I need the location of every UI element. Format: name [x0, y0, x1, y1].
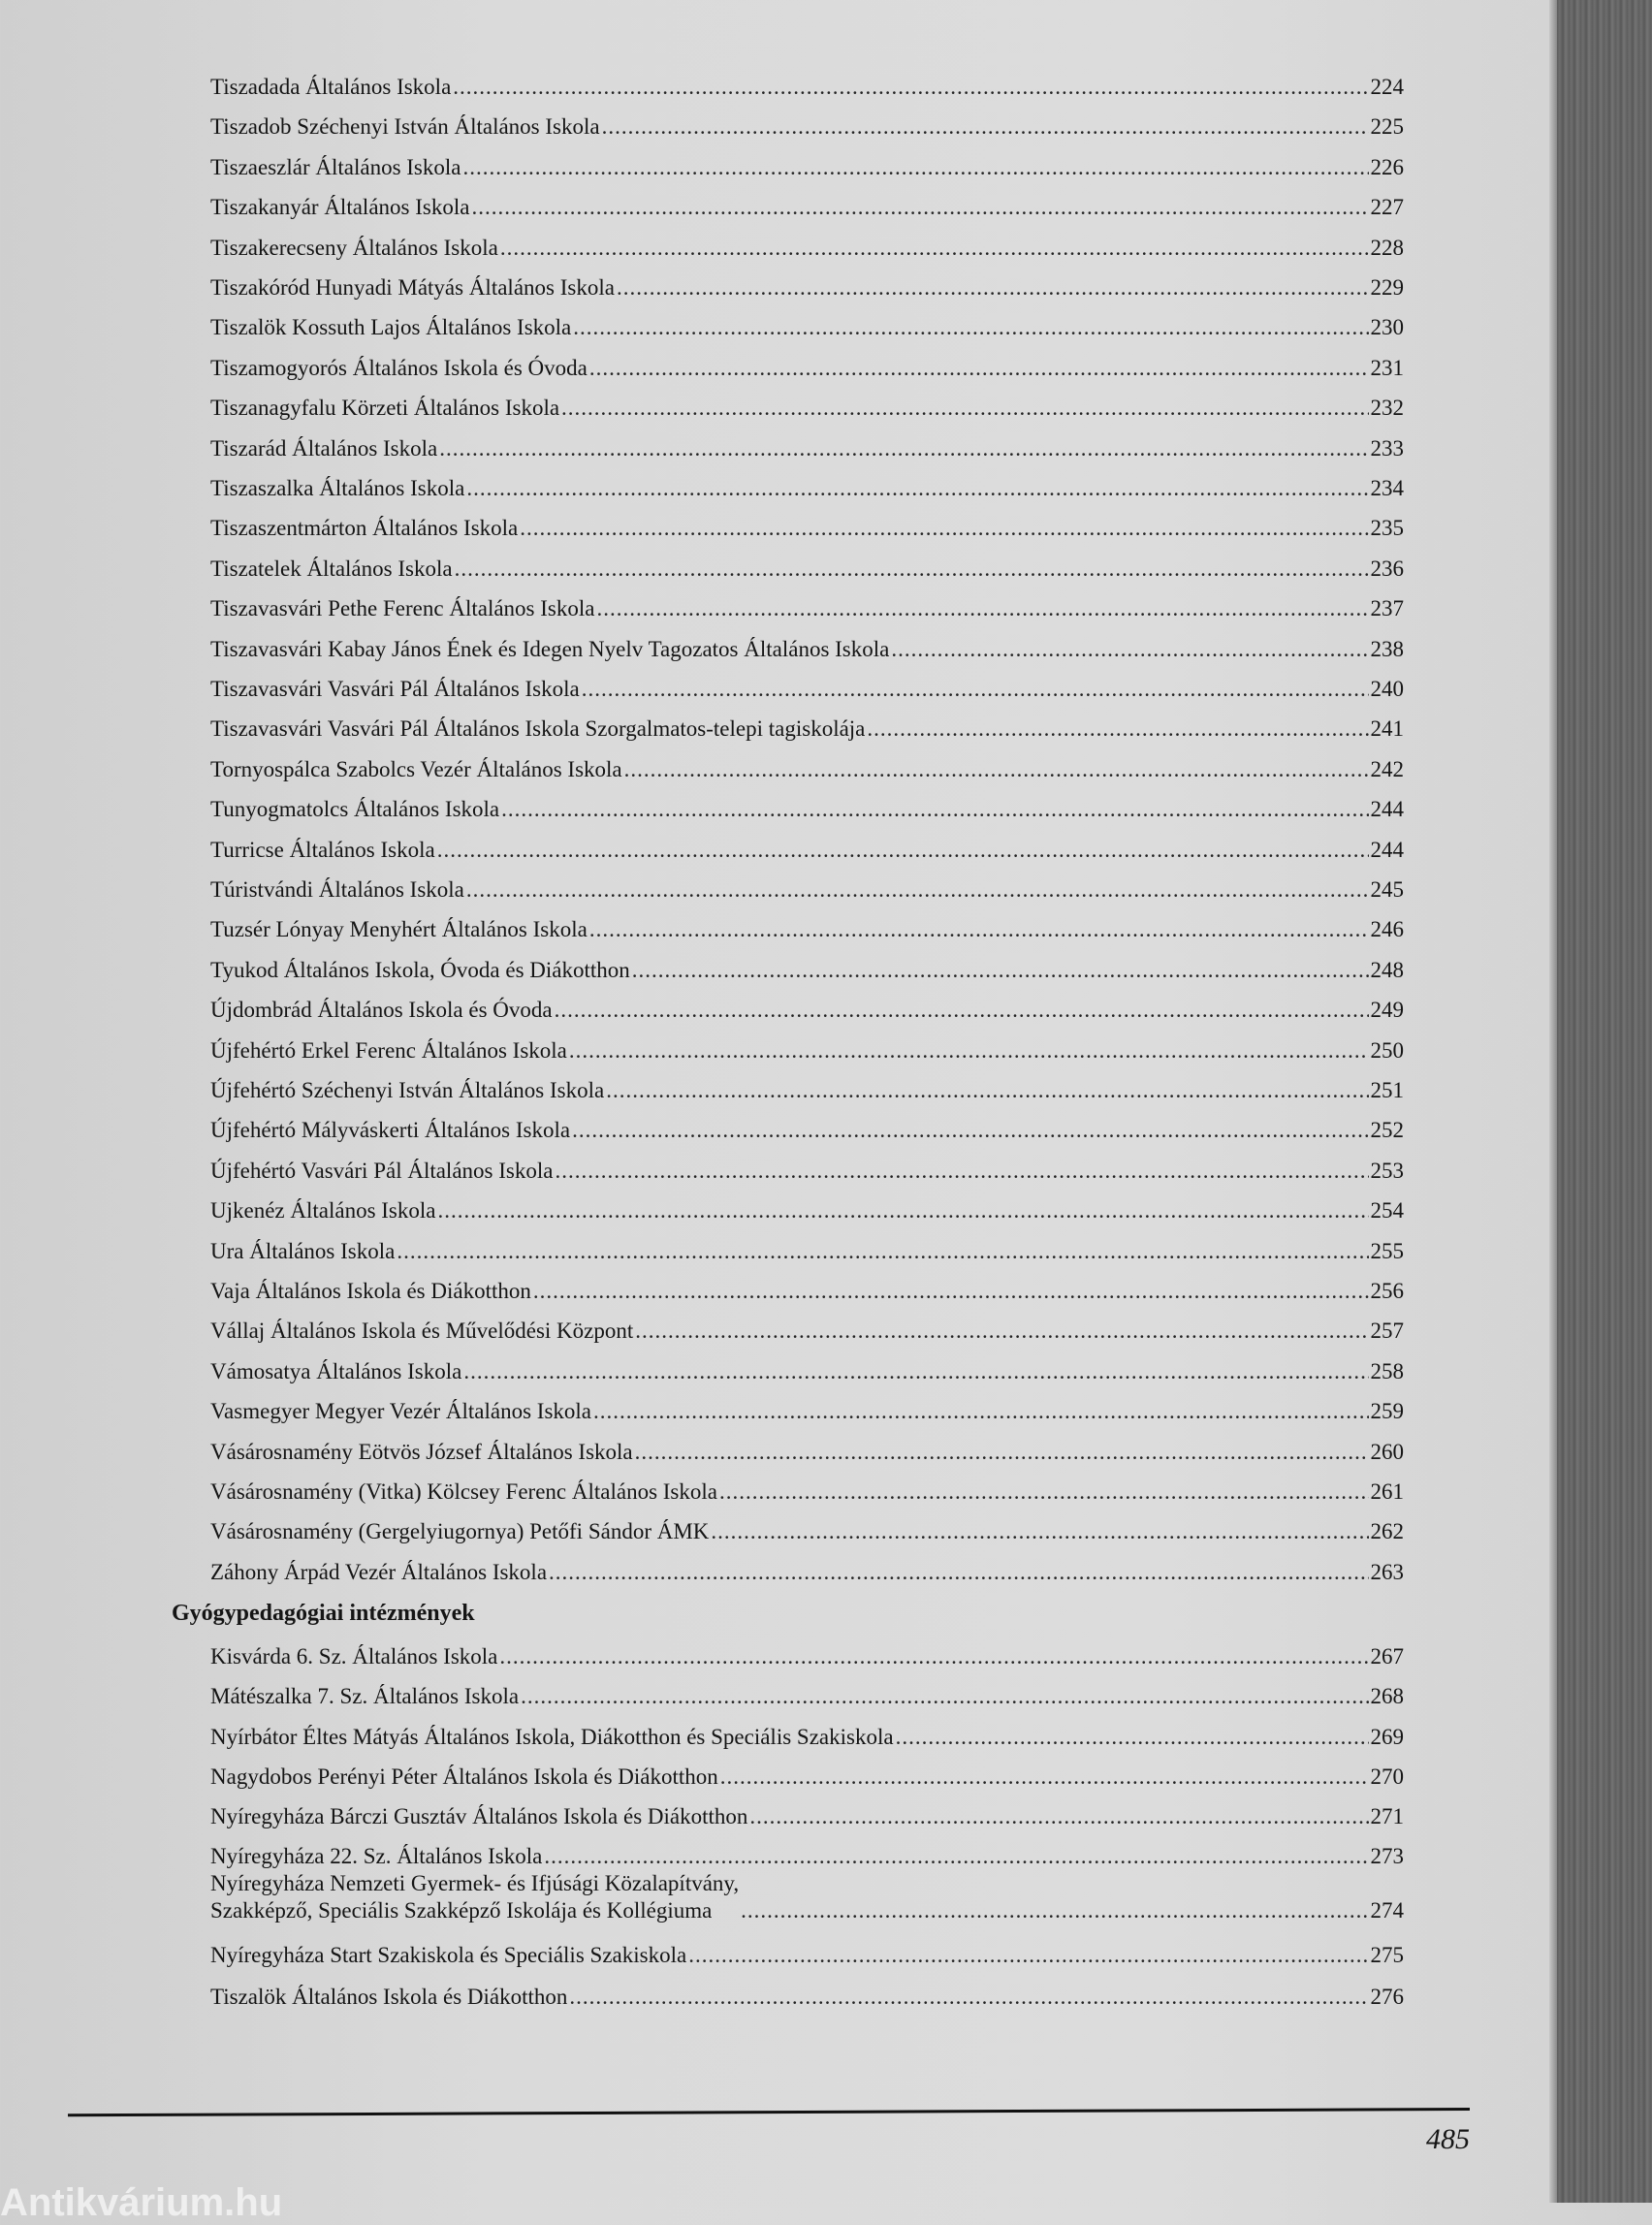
dot-leader: [632, 957, 1369, 984]
toc-entry-page: 225: [1370, 114, 1404, 140]
dot-leader: [891, 636, 1368, 663]
toc-entry: [210, 1514, 1404, 1545]
toc-entry-title: Tiszalök Kossuth Lajos Általános Iskola: [210, 315, 572, 340]
dot-leader: [896, 1724, 1369, 1751]
dot-leader: [520, 515, 1368, 542]
toc-entry-page: 240: [1370, 677, 1404, 701]
toc-entry-title: Mátészalka 7. Sz. Általános Iskola: [210, 1684, 520, 1708]
toc-entry-title: Vásárosnamény Eötvös József Általános Iskola: [210, 1439, 633, 1464]
toc-entry: [210, 391, 1404, 422]
toc-entry-title: Tiszaszentmárton Általános Iskola: [210, 516, 519, 541]
toc-entry: [210, 231, 1404, 262]
toc-entry-title: Nyíregyháza Start Szakiskola és Speciális Szakiskola: [210, 1943, 687, 1967]
footer-rule: [68, 2108, 1470, 2116]
dot-leader: [573, 314, 1368, 341]
dot-leader: [593, 1398, 1369, 1425]
toc-entry-title: Tiszamogyorós Általános Iskola és Óvoda: [210, 355, 588, 380]
toc-entry: [210, 1435, 1404, 1466]
toc-entry: [210, 190, 1404, 221]
toc-entry-page: 254: [1370, 1198, 1404, 1224]
toc-entry-title: Ujkenéz Általános Iskola: [210, 1198, 436, 1224]
toc-entry: [210, 310, 1404, 341]
toc-entry-page: 233: [1370, 435, 1404, 461]
toc-entry-title: Nagydobos Perényi Péter Általános Iskola és Diákotthon: [210, 1764, 718, 1789]
toc-entry-page: 259: [1370, 1399, 1404, 1424]
toc-entry-title: Tiszaeszlár Általános Iskola: [210, 154, 461, 179]
dot-leader: [466, 475, 1368, 502]
toc-entry-title: Újfehértó Vasvári Pál Általános Iskola: [210, 1158, 554, 1183]
toc-entry-page: 248: [1370, 957, 1404, 982]
toc-entry-page: 226: [1370, 154, 1404, 179]
toc-entry-title: Tyukod Általános Iskola, Óvoda és Diákotthon: [210, 957, 630, 982]
toc-entry-page: 236: [1370, 556, 1404, 581]
toc-entry: [210, 792, 1404, 823]
toc-entry-title: Vásárosnamény (Gergelyiugornya) Petőfi Sándor ÁMK: [210, 1519, 710, 1544]
toc-entry: [210, 511, 1404, 542]
dot-leader: [439, 435, 1368, 462]
toc-entry: [210, 1113, 1404, 1144]
toc-entry-title: Záhony Árpád Vezér Általános Iskola: [210, 1559, 548, 1584]
dot-leader: [688, 1942, 1368, 1969]
dot-leader: [501, 796, 1368, 823]
dot-leader: [867, 715, 1368, 743]
toc-entry: [210, 873, 1404, 904]
toc-entry: [210, 1555, 1404, 1586]
toc-entry-page: 251: [1370, 1078, 1404, 1102]
toc-entry: [210, 1720, 1404, 1751]
toc-entry-title: Ura Általános Iskola: [210, 1238, 396, 1263]
toc-entry-page: 274: [1370, 1898, 1404, 1923]
toc-entry-page: 230: [1370, 315, 1404, 340]
toc-entry: [210, 632, 1404, 663]
page-edge-shadow: [1549, 0, 1557, 2203]
toc-entry-page: 256: [1370, 1279, 1404, 1303]
toc-entry: [210, 1938, 1404, 1969]
dot-leader: [561, 395, 1368, 422]
toc-entry-page: 250: [1370, 1037, 1404, 1063]
toc-entry: [210, 993, 1404, 1024]
toc-entry-title: Tuzsér Lónyay Menyhért Általános Iskola: [210, 917, 588, 942]
toc-entry-title: Tiszadada Általános Iskola: [210, 75, 452, 99]
toc-entry-page: 244: [1370, 837, 1404, 862]
dot-leader: [555, 997, 1369, 1024]
dot-leader: [499, 1643, 1368, 1670]
toc-entry: [210, 1639, 1404, 1670]
toc-entry-title: Vaja Általános Iskola és Diákotthon: [210, 1279, 531, 1303]
toc-entry: [210, 1475, 1404, 1506]
toc-entry: [210, 672, 1404, 703]
dot-leader: [437, 1197, 1368, 1224]
toc-entry: [210, 1760, 1404, 1791]
toc-entry-title: Tunyogmatolcs Általános Iskola: [210, 797, 500, 822]
toc-entry-page: 269: [1370, 1725, 1404, 1749]
toc-entry: [210, 1154, 1404, 1185]
toc-entry-page: 249: [1370, 998, 1404, 1023]
toc-entry-title: Vállaj Általános Iskola és Művelődési Központ: [210, 1319, 634, 1344]
toc-entry-title: Tiszarád Általános Iskola: [210, 435, 438, 461]
toc-entry-page: 231: [1370, 355, 1404, 380]
toc-entry-title: Vámosatya Általános Iskola: [210, 1358, 462, 1383]
toc-entry-page: 245: [1370, 877, 1404, 902]
dot-leader: [549, 1559, 1368, 1586]
toc-entry: [210, 150, 1404, 181]
toc-entry-page: 237: [1370, 596, 1404, 621]
toc-entry-page: 255: [1370, 1238, 1404, 1263]
toc-entry-title: Tiszavasvári Vasvári Pál Általános Iskola: [210, 677, 580, 701]
toc-entry-title: Újdombrád Általános Iskola és Óvoda: [210, 998, 553, 1023]
dot-leader: [596, 595, 1368, 622]
dot-leader: [617, 274, 1369, 302]
toc-entry-page: 253: [1370, 1158, 1404, 1183]
toc-entry-page: 227: [1370, 195, 1404, 220]
dot-leader: [749, 1803, 1368, 1830]
toc-entry: [210, 110, 1404, 141]
toc-entry: [210, 70, 1404, 101]
dot-leader: [533, 1278, 1369, 1305]
dot-leader: [635, 1439, 1369, 1466]
dot-leader: [569, 1037, 1369, 1065]
toc-entry-title: Tiszakóród Hunyadi Mátyás Általános Iskola: [210, 275, 615, 300]
toc-entry-page: 276: [1370, 1985, 1404, 2009]
dot-leader: [521, 1683, 1368, 1710]
toc-entry-title-line2: Szakképző, Speciális Szakképző Iskolája és Kollégiuma: [210, 1898, 713, 1923]
dot-leader: [589, 355, 1369, 382]
toc-entry-page: 224: [1370, 75, 1404, 99]
toc-entry-title: Tiszavasvári Pethe Ferenc Általános Iskola: [210, 596, 595, 621]
toc-entry-title: Tiszadob Széchenyi István Általános Iskola: [210, 114, 600, 140]
dot-leader: [455, 556, 1369, 583]
dot-leader: [624, 756, 1369, 783]
toc-entry-title: Vásárosnamény (Vitka) Kölcsey Ferenc Általános Iskola: [210, 1479, 717, 1504]
toc-entry-title: Nyíregyháza 22. Sz. Általános Iskola: [210, 1844, 543, 1868]
toc-entry-title: Tiszanagyfalu Körzeti Általános Iskola: [210, 396, 560, 421]
toc-entry: [210, 351, 1404, 382]
toc-entry-title: Újfehértó Mályváskerti Általános Iskola: [210, 1118, 571, 1143]
toc-entry-title: Tiszakanyár Általános Iskola: [210, 195, 470, 220]
toc-entry-page: 229: [1370, 275, 1404, 300]
dot-leader: [589, 916, 1369, 943]
toc-entry: [210, 1073, 1404, 1104]
toc-entry: [210, 1193, 1404, 1224]
dot-leader: [453, 74, 1368, 101]
toc-entry: [210, 591, 1404, 622]
toc-entry-title: Vasmegyer Megyer Vezér Általános Iskola: [210, 1399, 591, 1424]
toc-entry: [210, 270, 1404, 302]
toc-entry-page: 257: [1370, 1319, 1404, 1344]
dot-leader: [569, 1984, 1368, 2011]
toc-entry-page: 268: [1370, 1684, 1404, 1708]
toc-entry: [210, 1394, 1404, 1425]
toc-entry-page: 260: [1370, 1439, 1404, 1464]
toc-entry: [210, 1033, 1404, 1065]
dot-leader: [719, 1478, 1369, 1506]
dot-leader: [720, 1764, 1369, 1791]
dot-leader: [437, 837, 1369, 864]
toc-entry-page: 270: [1370, 1764, 1404, 1789]
dot-leader: [635, 1318, 1368, 1345]
toc-entry: [210, 912, 1404, 943]
dot-leader: [463, 1358, 1368, 1385]
toc-entry-page: 261: [1370, 1479, 1404, 1504]
dot-leader: [711, 1518, 1368, 1545]
dot-leader: [606, 1077, 1368, 1104]
toc-entry: [210, 431, 1404, 462]
toc-entry-page: 241: [1370, 716, 1404, 742]
toc-entry-page: 267: [1370, 1644, 1404, 1669]
toc-entry: [210, 1234, 1404, 1265]
dot-leader: [397, 1238, 1368, 1265]
toc-entry-page: 232: [1370, 396, 1404, 421]
toc-entry-title: Újfehértó Széchenyi István Általános Iskola: [210, 1078, 605, 1102]
toc-entry-page: 228: [1370, 235, 1404, 260]
dot-leader: [602, 113, 1369, 141]
toc-entry-title: [210, 1870, 739, 1924]
page-number: 485: [1426, 2123, 1470, 2155]
dot-leader: [466, 876, 1369, 904]
toc-entry-page: 234: [1370, 476, 1404, 500]
toc-entry-title: Túristvándi Általános Iskola: [210, 877, 464, 902]
toc-entry: [210, 752, 1404, 783]
toc-entry: [210, 1354, 1404, 1385]
toc-entry: [210, 712, 1404, 743]
toc-entry-title: Nyíregyháza Bárczi Gusztáv Általános Iskola és Diákotthon: [210, 1804, 748, 1828]
toc-entry-page: 238: [1370, 636, 1404, 661]
toc-entry-page: 273: [1370, 1844, 1404, 1868]
book-edge: [1557, 0, 1652, 2203]
toc-entry-title: Turricse Általános Iskola: [210, 837, 435, 862]
dot-leader: [582, 676, 1369, 703]
toc-entry-page: 271: [1370, 1804, 1404, 1828]
toc-entry: [210, 1314, 1404, 1345]
toc-entry-title: Tiszaszalka Általános Iskola: [210, 476, 465, 500]
toc-entry: [210, 1799, 1404, 1830]
toc-entry-title: Kisvárda 6. Sz. Általános Iskola: [210, 1644, 498, 1669]
toc-entry-title: Nyírbátor Éltes Mátyás Általános Iskola, Diákotthon és Speciális Szakiskola: [210, 1725, 894, 1749]
toc-entry-title: Tornyospálca Szabolcs Vezér Általános Iskola: [210, 756, 622, 781]
toc-entry-title: Tiszatelek Általános Iskola: [210, 556, 453, 581]
dot-leader: [741, 1897, 1368, 1924]
watermark: Antikvárium.hu: [0, 2181, 283, 2224]
toc-entry-title: Tiszakerecseny Általános Iskola: [210, 235, 498, 260]
toc-entry-title: Tiszavasvári Vasvári Pál Általános Iskola Szorgalmatos-telepi tagiskolája: [210, 716, 866, 742]
toc-entry-title: Tiszalök Általános Iskola és Diákotthon: [210, 1985, 568, 2009]
toc-entry-page: 263: [1370, 1559, 1404, 1584]
toc-entry: [210, 1274, 1404, 1305]
toc-entry-page: 252: [1370, 1118, 1404, 1143]
toc-entry-title: Tiszavasvári Kabay János Ének és Idegen Nyelv Tagozatos Általános Iskola: [210, 636, 890, 661]
toc-entry-page: 258: [1370, 1358, 1404, 1383]
toc-entry: [210, 953, 1404, 984]
toc-entry-page: 262: [1370, 1519, 1404, 1544]
dot-leader: [500, 235, 1369, 262]
toc-entry: [210, 833, 1404, 864]
section-heading: Gyógypedagógiai intézmények: [172, 1601, 475, 1626]
toc-entry-title: Újfehértó Erkel Ferenc Általános Iskola: [210, 1037, 567, 1063]
toc-entry: [210, 1866, 1404, 1924]
toc-entry-page: 246: [1370, 917, 1404, 942]
toc-entry: [210, 1679, 1404, 1710]
dot-leader: [462, 154, 1368, 181]
dot-leader: [555, 1158, 1368, 1185]
toc-entry: [210, 471, 1404, 502]
dot-leader: [572, 1117, 1368, 1144]
dot-leader: [471, 194, 1368, 221]
toc-entry-page: 242: [1370, 756, 1404, 781]
toc-entry-title-line1: Nyíregyháza Nemzeti Gyermek- és Ifjúsági Közalapítvány,: [210, 1871, 740, 1895]
toc-entry-page: 275: [1370, 1943, 1404, 1967]
toc-entry-page: 244: [1370, 797, 1404, 822]
toc-entry: [210, 1980, 1404, 2011]
toc-entry: [210, 552, 1404, 583]
toc-entry-page: 235: [1370, 516, 1404, 541]
